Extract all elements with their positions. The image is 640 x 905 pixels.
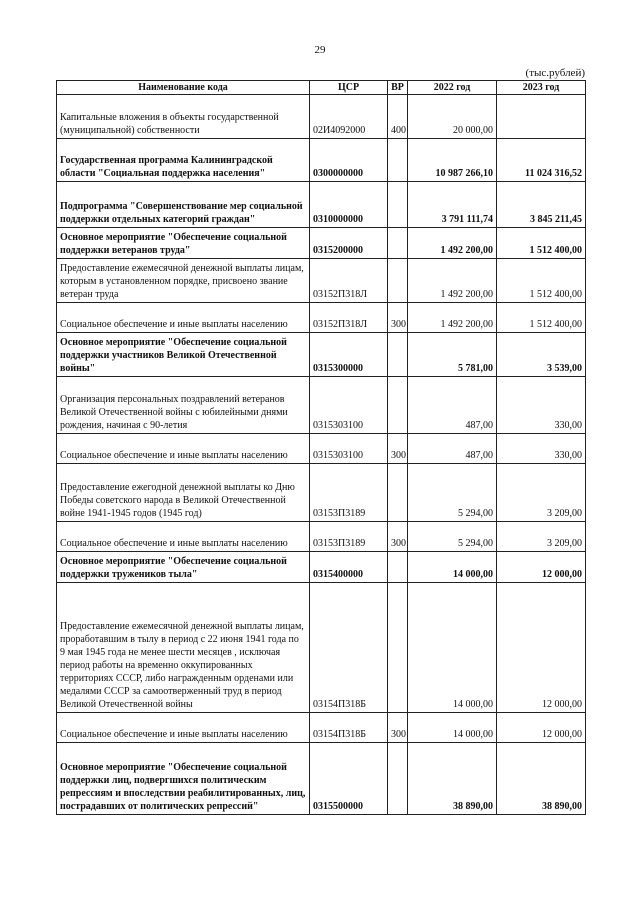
row-2022: 487,00	[408, 434, 497, 464]
row-2022: 487,00	[408, 377, 497, 434]
header-2022: 2022 год	[408, 81, 497, 95]
row-vr	[388, 228, 408, 259]
table-row	[57, 182, 586, 228]
row-name: Основное мероприятие "Обеспечение социальной поддержки участников Великой Отечественной войны"	[57, 333, 310, 377]
row-csr: 0315400000	[310, 552, 388, 583]
row-name: Основное мероприятие "Обеспечение социальной поддержки ветеранов труда"	[57, 228, 310, 259]
table-row	[57, 303, 586, 333]
row-csr: 0310000000	[310, 182, 388, 228]
table-row	[57, 713, 586, 743]
row-vr	[388, 139, 408, 182]
row-csr: 0315303100	[310, 377, 388, 434]
row-csr: 03152П318Л	[310, 259, 388, 303]
table-header-row	[57, 81, 586, 95]
row-csr: 0315303100	[310, 434, 388, 464]
row-name: Социальное обеспечение и иные выплаты населению	[57, 713, 310, 743]
row-csr: 03154П318Б	[310, 583, 388, 713]
row-name: Капитальные вложения в объекты государственной (муниципальной) собственности	[57, 95, 310, 139]
row-vr	[388, 552, 408, 583]
row-2023: 3 209,00	[497, 522, 586, 552]
row-vr: 300	[388, 713, 408, 743]
row-2023: 3 845 211,45	[497, 182, 586, 228]
row-2022: 14 000,00	[408, 552, 497, 583]
row-vr	[388, 333, 408, 377]
row-csr: 0315500000	[310, 743, 388, 815]
row-2023: 330,00	[497, 434, 586, 464]
row-vr	[388, 259, 408, 303]
row-2022: 1 492 200,00	[408, 303, 497, 333]
row-vr	[388, 464, 408, 522]
row-csr: 02И4092000	[310, 95, 388, 139]
row-name: Социальное обеспечение и иные выплаты населению	[57, 522, 310, 552]
row-2023: 1 512 400,00	[497, 228, 586, 259]
row-vr: 300	[388, 522, 408, 552]
row-2022: 10 987 266,10	[408, 139, 497, 182]
row-csr: 0315200000	[310, 228, 388, 259]
row-vr	[388, 377, 408, 434]
row-2022: 5 781,00	[408, 333, 497, 377]
row-csr: 03153П3189	[310, 464, 388, 522]
row-name: Организация персональных поздравлений ветеранов Великой Отечественной войны с юбилейными днями рождения, начиная с 90-летия	[57, 377, 310, 434]
page-number: 29	[314, 44, 326, 56]
budget-table	[56, 80, 586, 815]
row-2023: 38 890,00	[497, 743, 586, 815]
row-vr: 300	[388, 303, 408, 333]
row-2022: 1 492 200,00	[408, 259, 497, 303]
row-2022: 38 890,00	[408, 743, 497, 815]
row-csr: 0300000000	[310, 139, 388, 182]
table-row	[57, 333, 586, 377]
row-vr: 300	[388, 434, 408, 464]
table-row	[57, 464, 586, 522]
row-name: Социальное обеспечение и иные выплаты населению	[57, 434, 310, 464]
table-row	[57, 522, 586, 552]
row-vr	[388, 743, 408, 815]
header-csr: ЦСР	[310, 81, 388, 95]
row-2022: 1 492 200,00	[408, 228, 497, 259]
header-2023: 2023 год	[497, 81, 586, 95]
row-2022: 5 294,00	[408, 464, 497, 522]
row-vr	[388, 583, 408, 713]
header-vr: ВР	[388, 81, 408, 95]
row-2022: 3 791 111,74	[408, 182, 497, 228]
row-csr: 03153П3189	[310, 522, 388, 552]
units-label: (тыс.рублей)	[525, 67, 585, 79]
table-row	[57, 139, 586, 182]
row-name: Подпрограмма "Совершенствование мер социальной поддержки отдельных категорий граждан"	[57, 182, 310, 228]
table-row	[57, 743, 586, 815]
row-name: Предоставление ежегодной денежной выплаты ко Дню Победы советского народа в Великой Отечественной войне 1941-1945 годов (1945 год)	[57, 464, 310, 522]
row-2022: 20 000,00	[408, 95, 497, 139]
table-row	[57, 434, 586, 464]
row-2023: 3 539,00	[497, 333, 586, 377]
row-csr: 03152П318Л	[310, 303, 388, 333]
row-name: Основное мероприятие "Обеспечение социальной поддержки лиц, подвергшихся политическим репрессиям и впоследствии реабилитированных, лиц, пострадавших от политических репрессий"	[57, 743, 310, 815]
row-name: Основное мероприятие "Обеспечение социальной поддержки тружеников тыла"	[57, 552, 310, 583]
row-2023: 12 000,00	[497, 552, 586, 583]
row-name: Социальное обеспечение и иные выплаты населению	[57, 303, 310, 333]
row-csr: 0315300000	[310, 333, 388, 377]
table-row	[57, 552, 586, 583]
row-2023: 12 000,00	[497, 583, 586, 713]
table-row	[57, 95, 586, 139]
row-2023: 1 512 400,00	[497, 259, 586, 303]
row-2023: 1 512 400,00	[497, 303, 586, 333]
row-2023	[497, 95, 586, 139]
row-2023: 3 209,00	[497, 464, 586, 522]
row-name: Предоставление ежемесячной денежной выплаты лицам, которым в установленном порядке, присвоено звание ветеран труда	[57, 259, 310, 303]
row-vr: 400	[388, 95, 408, 139]
row-2022: 14 000,00	[408, 713, 497, 743]
table-row	[57, 228, 586, 259]
row-csr: 03154П318Б	[310, 713, 388, 743]
row-2022: 14 000,00	[408, 583, 497, 713]
table-row	[57, 259, 586, 303]
row-2022: 5 294,00	[408, 522, 497, 552]
row-vr	[388, 182, 408, 228]
table-row	[57, 377, 586, 434]
row-2023: 11 024 316,52	[497, 139, 586, 182]
row-name: Предоставление ежемесячной денежной выплаты лицам, проработавшим в тылу в период с 22 июня 1941 года по 9 мая 1945 года не менее шести месяцев , исключая период работы на временно оккупированных территориях СССР, либо награжденным орденами или медалями СССР за самоотверженный труд в период Великой Отечественной войны	[57, 583, 310, 713]
header-name: Наименование кода	[57, 81, 310, 95]
row-name: Государственная программа Калининградской области "Социальная поддержка населения"	[57, 139, 310, 182]
row-2023: 330,00	[497, 377, 586, 434]
row-2023: 12 000,00	[497, 713, 586, 743]
table-row	[57, 583, 586, 713]
